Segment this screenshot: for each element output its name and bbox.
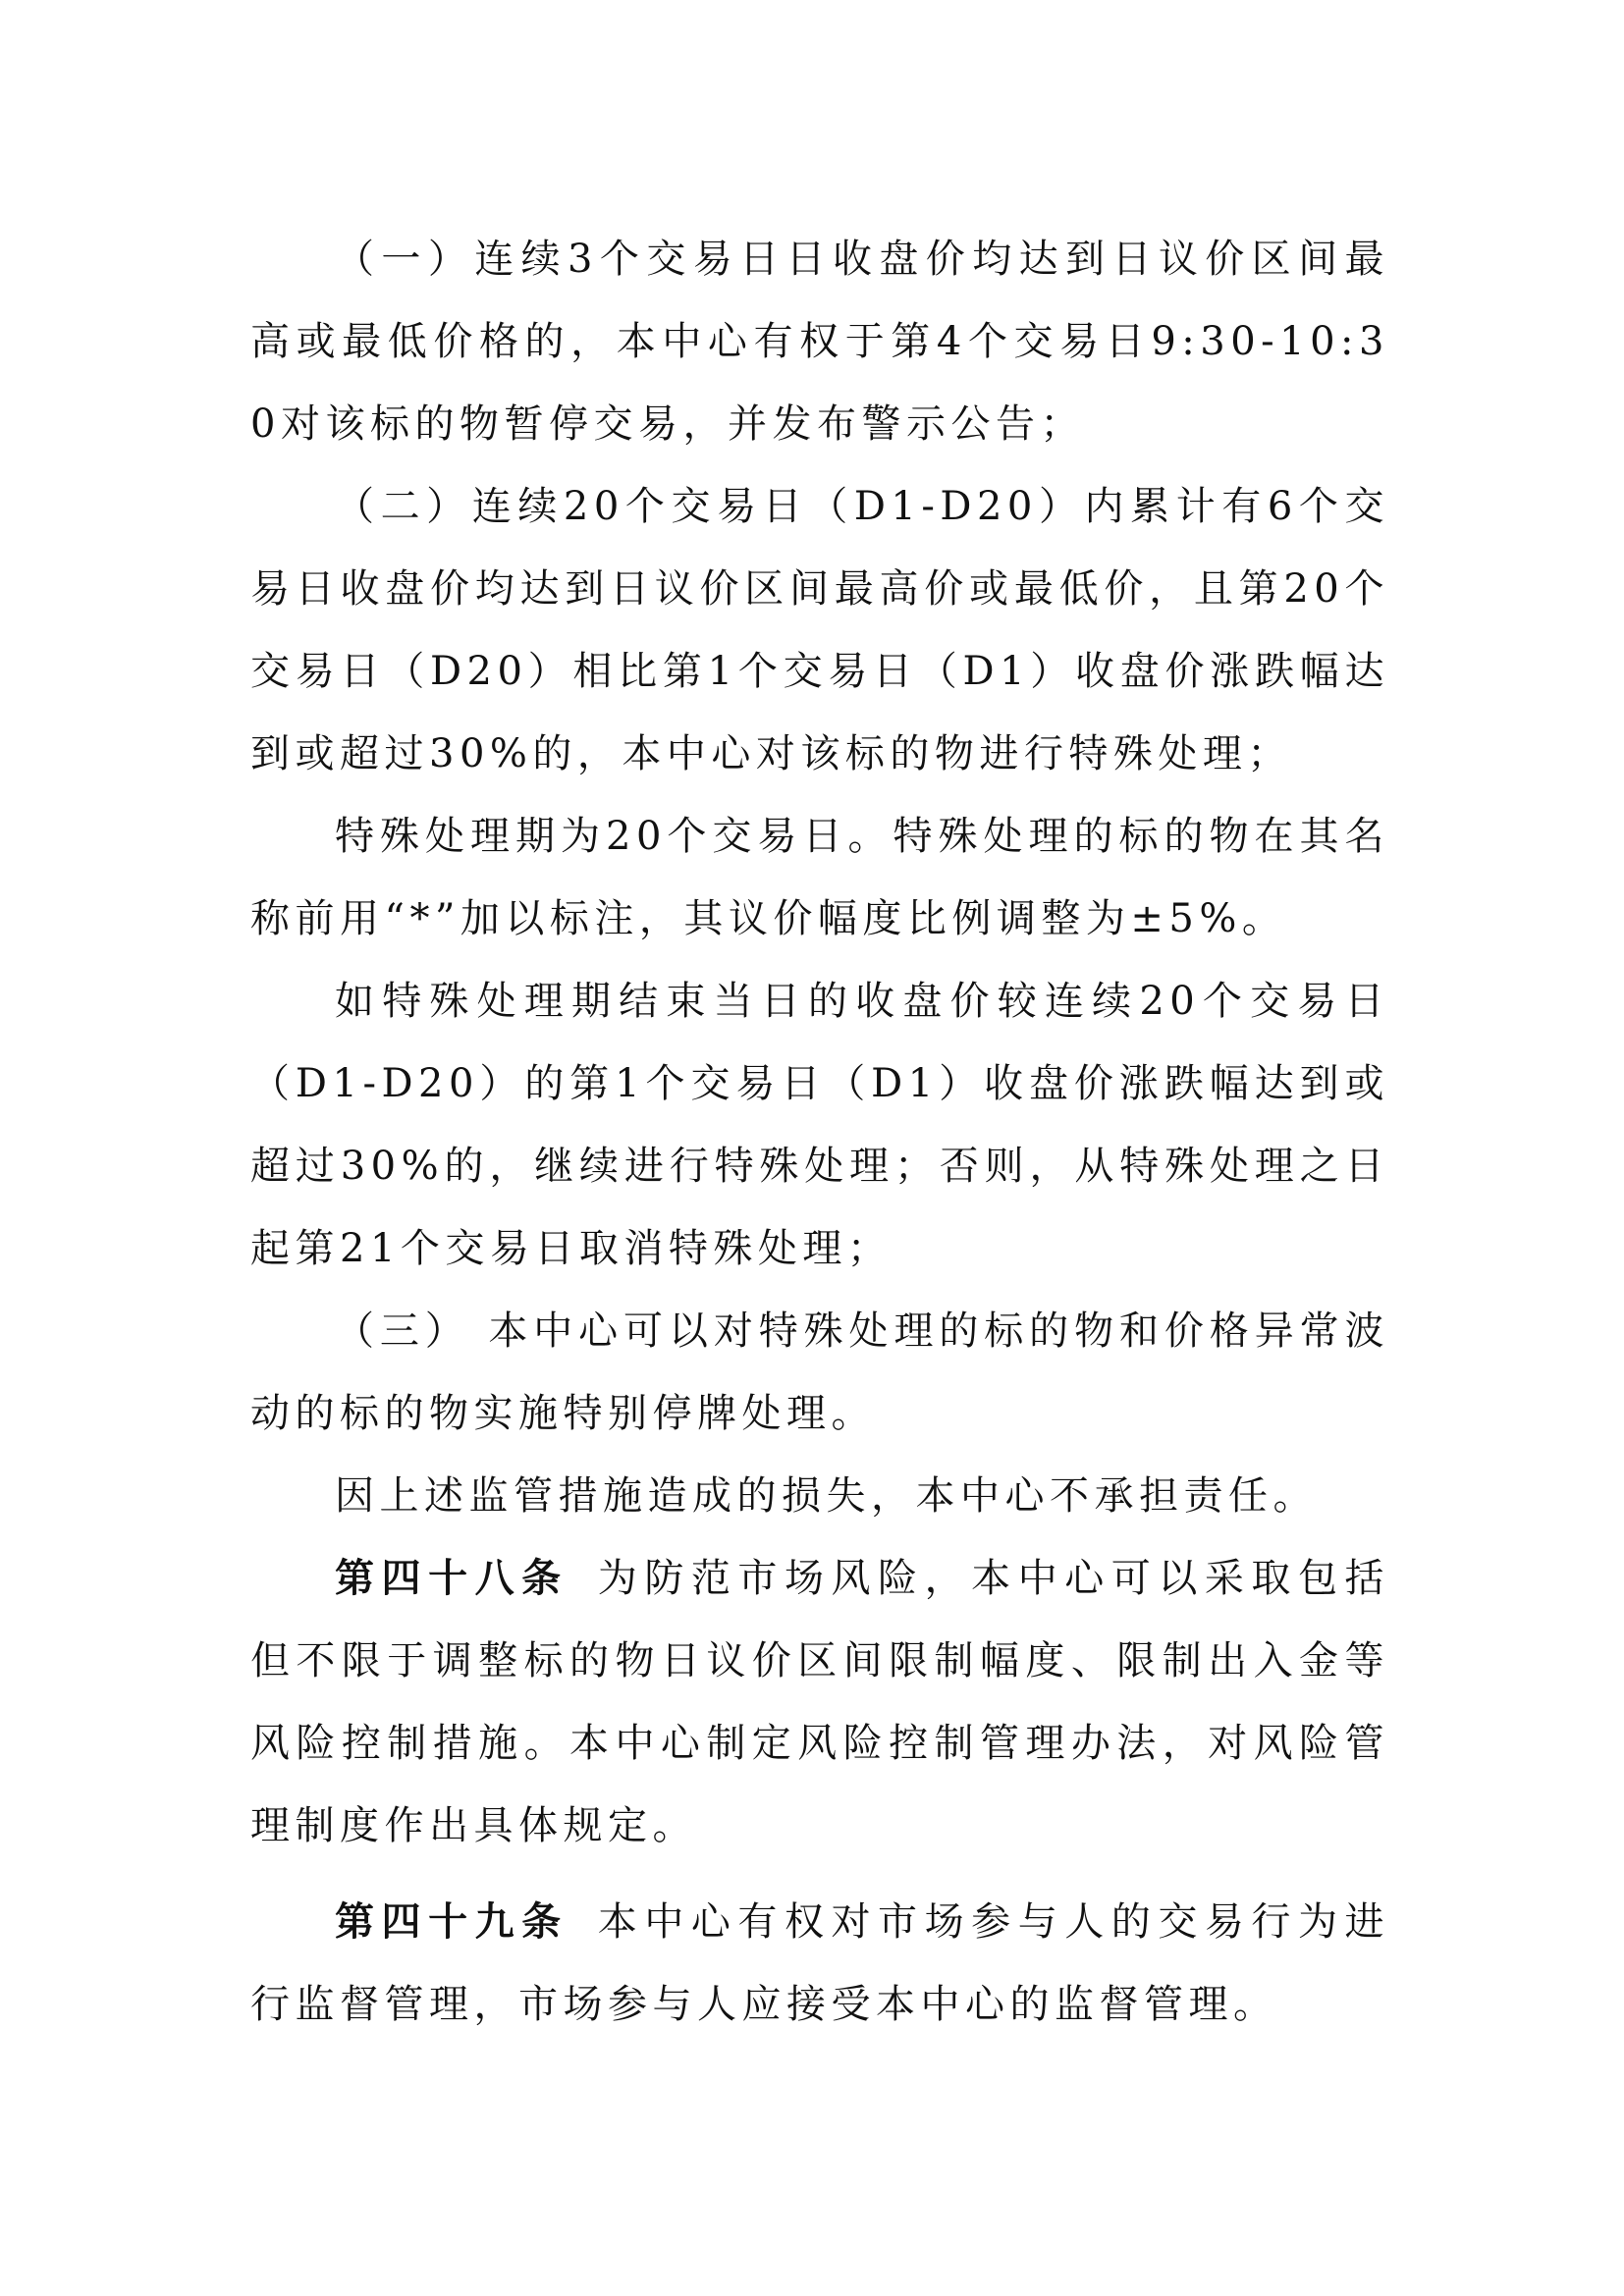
special-treatment-period-paragraph: 特殊处理期为20个交易日。特殊处理的标的物在其名称前用“*”加以标注，其议价幅度比例调整为±5%。 — [250, 814, 1389, 941]
special-treatment-continuation-paragraph: 如特殊处理期结束当日的收盘价较连续20个交易日（D1-D20）的第1个交易日（D1）收盘价涨跌幅达到或超过30%的，继续进行特殊处理；否则，从特殊处理之日起第21个交易日取消特殊处理； — [250, 979, 1389, 1271]
clause-one-paragraph: （一）连续3个交易日日收盘价均达到日议价区间最高或最低价格的，本中心有权于第4个交易日9:30-10:30对该标的物暂停交易，并发布警示公告； — [250, 237, 1389, 447]
document-body — [250, 218, 1389, 2046]
article-48-text: 为防范市场风险，本中心可以采取包括但不限于调整标的物日议价区间限制幅度、限制出入金等风险控制措施。本中心制定风险控制管理办法，对风险管理制度作出具体规定。 — [250, 1556, 1390, 1848]
liability-disclaimer-paragraph: 因上述监管措施造成的损失，本中心不承担责任。 — [335, 1473, 1318, 1519]
article-48-paragraph — [250, 1537, 1389, 1867]
article-49-number: 第四十九条 — [335, 1898, 568, 1945]
article-48-number: 第四十八条 — [335, 1555, 568, 1601]
article-49-paragraph — [250, 1881, 1389, 2046]
clause-two-paragraph: （二）连续20个交易日（D1-D20）内累计有6个交易日收盘价均达到日议价区间最高价或最低价，且第20个交易日（D20）相比第1个交易日（D1）收盘价涨跌幅达到或超过30%的，本中心对该标的物进行特殊处理； — [250, 484, 1389, 776]
article-49-text: 本中心有权对市场参与人的交易行为进行监督管理，市场参与人应接受本中心的监督管理。 — [250, 1899, 1390, 2027]
clause-three-paragraph: （三） 本中心可以对特殊处理的标的物和价格异常波动的标的物实施特别停牌处理。 — [250, 1308, 1389, 1436]
